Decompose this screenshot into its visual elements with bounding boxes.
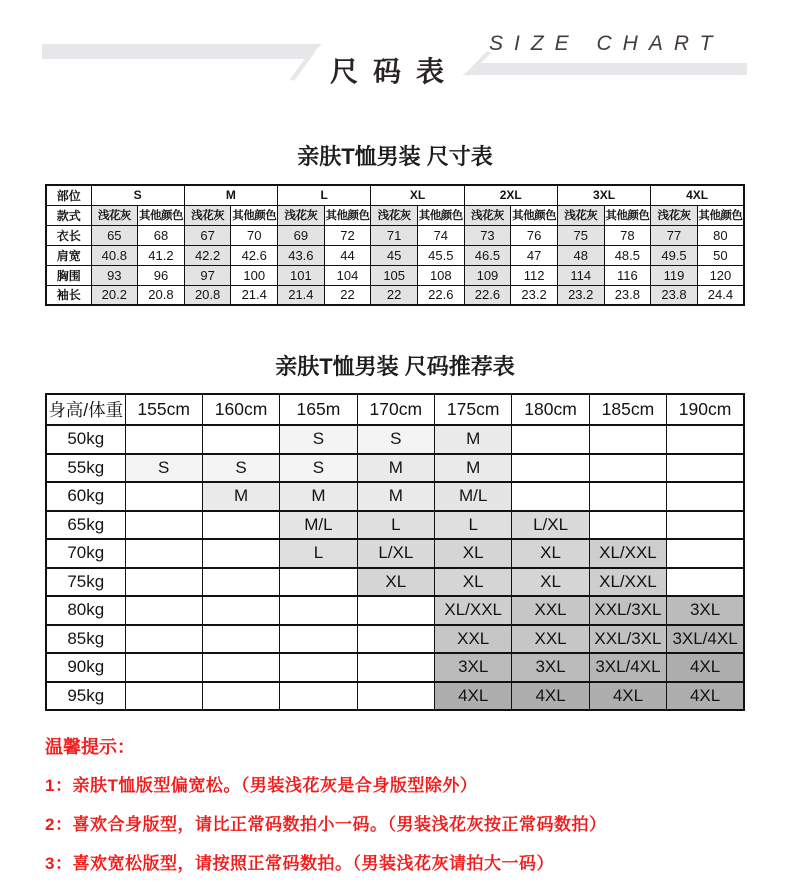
t2-cell: XL/XXL	[589, 539, 666, 568]
banner	[0, 0, 790, 104]
tips-list	[45, 771, 790, 874]
t2-weight-label: 60kg	[46, 482, 125, 511]
t2-cell: 4XL	[667, 653, 744, 682]
t2-weight-label: 50kg	[46, 425, 125, 454]
t2-cell: XXL	[435, 625, 512, 654]
t2-cell	[357, 653, 434, 682]
t1-size-header: 2XL	[464, 185, 557, 205]
t2-cell: 3XL	[512, 653, 589, 682]
t2-cell: M	[435, 454, 512, 483]
t1-cell: 71	[371, 225, 418, 245]
t1-cell: 20.8	[138, 285, 185, 305]
t2-cell	[512, 482, 589, 511]
t2-height-header: 185cm	[589, 394, 666, 425]
t1-row	[46, 285, 744, 305]
t1-cell: 21.4	[231, 285, 278, 305]
t2-weight-label: 95kg	[46, 682, 125, 711]
t2-cell	[667, 454, 744, 483]
t2-cell: M/L	[435, 482, 512, 511]
tip-item: 1：亲肤T恤版型偏宽松。（男装浅花灰是合身版型除外）	[45, 776, 478, 795]
t2-cell: 3XL	[667, 596, 744, 625]
t2-cell	[125, 425, 202, 454]
t1-cell: 22	[324, 285, 371, 305]
t2-cell	[512, 425, 589, 454]
t1-row-label: 袖长	[46, 285, 91, 305]
t1-cell: 101	[278, 265, 325, 285]
t1-variant-header: 其他颜色	[231, 205, 278, 225]
t2-row	[46, 625, 744, 654]
banner-left-swoosh	[42, 41, 332, 83]
t1-cell: 105	[371, 265, 418, 285]
t1-cell: 112	[511, 265, 558, 285]
t1-row	[46, 265, 744, 285]
t2-weight-label: 85kg	[46, 625, 125, 654]
t1-variant-header: 其他颜色	[138, 205, 185, 225]
t2-cell	[589, 425, 666, 454]
t2-cell	[357, 682, 434, 711]
t2-cell: S	[125, 454, 202, 483]
t1-size-header: S	[91, 185, 184, 205]
t2-cell: M	[280, 482, 357, 511]
t2-cell	[202, 539, 279, 568]
t2-cell: 3XL/4XL	[667, 625, 744, 654]
t2-cell: XL	[512, 568, 589, 597]
t1-cell: 104	[324, 265, 371, 285]
t2-cell	[667, 539, 744, 568]
t1-cell: 93	[91, 265, 138, 285]
t2-cell	[280, 653, 357, 682]
t2-row	[46, 482, 744, 511]
t1-cell: 22	[371, 285, 418, 305]
t2-weight-label: 90kg	[46, 653, 125, 682]
t2-row	[46, 539, 744, 568]
t2-cell: L	[435, 511, 512, 540]
t2-cell	[202, 596, 279, 625]
t1-cell: 97	[184, 265, 231, 285]
banner-title-cn: 尺码表	[330, 56, 460, 87]
t1-cell: 44	[324, 245, 371, 265]
t1-variant-header: 其他颜色	[604, 205, 651, 225]
t2-cell	[202, 653, 279, 682]
t1-cell: 23.2	[511, 285, 558, 305]
t2-cell: L/XL	[512, 511, 589, 540]
t2-cell: M	[357, 482, 434, 511]
t1-cell: 22.6	[464, 285, 511, 305]
t1-cell: 72	[324, 225, 371, 245]
t2-cell: XXL/3XL	[589, 596, 666, 625]
t1-cell: 47	[511, 245, 558, 265]
t1-cell: 22.6	[417, 285, 464, 305]
t2-cell: 4XL	[667, 682, 744, 711]
t1-cell: 48	[557, 245, 604, 265]
t2-weight-label: 75kg	[46, 568, 125, 597]
t1-cell: 114	[557, 265, 604, 285]
t2-cell: M/L	[280, 511, 357, 540]
t2-corner: 身高/体重	[46, 394, 125, 425]
banner-title-en: SIZE CHART	[489, 32, 724, 55]
t1-variant-header: 其他颜色	[697, 205, 744, 225]
t2-cell	[512, 454, 589, 483]
t2-cell	[280, 568, 357, 597]
t2-height-header: 165m	[280, 394, 357, 425]
t2-height-header: 180cm	[512, 394, 589, 425]
t1-cell: 42.2	[184, 245, 231, 265]
t2-cell	[280, 682, 357, 711]
t1-cell: 45.5	[417, 245, 464, 265]
t2-cell: XXL	[512, 596, 589, 625]
t1-variant-header: 其他颜色	[511, 205, 558, 225]
t1-row	[46, 225, 744, 245]
t2-cell	[357, 625, 434, 654]
t1-cell: 41.2	[138, 245, 185, 265]
t2-cell	[589, 482, 666, 511]
t2-cell	[125, 482, 202, 511]
t2-cell	[202, 511, 279, 540]
t1-corner-part: 部位	[46, 185, 91, 205]
t2-height-header: 155cm	[125, 394, 202, 425]
t2-cell: XL/XXL	[435, 596, 512, 625]
t2-cell	[667, 511, 744, 540]
t1-variant-header: 浅花灰	[557, 205, 604, 225]
t1-cell: 78	[604, 225, 651, 245]
t1-size-header: L	[278, 185, 371, 205]
t2-cell: S	[280, 454, 357, 483]
t2-weight-label: 65kg	[46, 511, 125, 540]
t2-weight-label: 70kg	[46, 539, 125, 568]
t2-cell	[125, 682, 202, 711]
t2-cell	[357, 596, 434, 625]
t1-cell: 23.8	[604, 285, 651, 305]
t2-cell: 4XL	[512, 682, 589, 711]
t1-cell: 73	[464, 225, 511, 245]
t1-variant-header: 其他颜色	[417, 205, 464, 225]
t2-height-header: 175cm	[435, 394, 512, 425]
t1-cell: 120	[697, 265, 744, 285]
t2-cell: S	[280, 425, 357, 454]
t1-cell: 76	[511, 225, 558, 245]
size-table	[45, 184, 745, 306]
t2-height-header: 170cm	[357, 394, 434, 425]
t2-cell: S	[202, 454, 279, 483]
t2-cell	[202, 568, 279, 597]
t1-cell: 23.8	[651, 285, 698, 305]
t1-cell: 80	[697, 225, 744, 245]
t2-cell: XL	[512, 539, 589, 568]
t1-cell: 23.2	[557, 285, 604, 305]
t2-row	[46, 425, 744, 454]
t1-cell: 109	[464, 265, 511, 285]
t1-cell: 77	[651, 225, 698, 245]
t2-height-header: 160cm	[202, 394, 279, 425]
t2-cell: XL/XXL	[589, 568, 666, 597]
t1-cell: 46.5	[464, 245, 511, 265]
t1-cell: 74	[417, 225, 464, 245]
t2-cell	[125, 596, 202, 625]
t1-cell: 68	[138, 225, 185, 245]
t1-cell: 40.8	[91, 245, 138, 265]
t2-cell	[125, 625, 202, 654]
t2-cell: S	[357, 425, 434, 454]
t1-variant-header: 浅花灰	[278, 205, 325, 225]
t1-variant-header: 浅花灰	[184, 205, 231, 225]
t2-cell	[667, 482, 744, 511]
t2-row	[46, 596, 744, 625]
t2-cell	[589, 511, 666, 540]
t2-row	[46, 454, 744, 483]
t1-cell: 50	[697, 245, 744, 265]
t1-row-label: 胸围	[46, 265, 91, 285]
t2-row	[46, 568, 744, 597]
t2-cell: XL	[435, 568, 512, 597]
t2-height-header: 190cm	[667, 394, 744, 425]
t1-variant-header: 浅花灰	[651, 205, 698, 225]
t1-cell: 42.6	[231, 245, 278, 265]
t1-cell: 70	[231, 225, 278, 245]
t1-cell: 100	[231, 265, 278, 285]
t2-cell: L/XL	[357, 539, 434, 568]
t1-row-label: 肩宽	[46, 245, 91, 265]
t2-cell	[667, 568, 744, 597]
t1-cell: 108	[417, 265, 464, 285]
t2-cell	[202, 625, 279, 654]
tips-heading: 温馨提示：	[45, 737, 135, 757]
t2-cell	[667, 425, 744, 454]
t2-cell	[589, 454, 666, 483]
t2-cell	[125, 539, 202, 568]
t2-cell: XL	[435, 539, 512, 568]
t1-cell: 67	[184, 225, 231, 245]
t2-cell: 3XL/4XL	[589, 653, 666, 682]
tips-section	[45, 733, 790, 874]
t2-cell	[280, 625, 357, 654]
t2-cell: 3XL	[435, 653, 512, 682]
t1-row	[46, 245, 744, 265]
t1-cell: 119	[651, 265, 698, 285]
t1-cell: 45	[371, 245, 418, 265]
t1-cell: 69	[278, 225, 325, 245]
t2-cell: M	[435, 425, 512, 454]
t2-cell	[125, 568, 202, 597]
t2-row	[46, 511, 744, 540]
t2-weight-label: 80kg	[46, 596, 125, 625]
tip-item: 3：喜欢宽松版型，请按照正常码数拍。（男装浅花灰请拍大一码）	[45, 854, 554, 873]
t1-cell: 20.8	[184, 285, 231, 305]
t2-cell: XL	[357, 568, 434, 597]
t1-variant-header: 浅花灰	[371, 205, 418, 225]
t1-cell: 65	[91, 225, 138, 245]
t1-cell: 49.5	[651, 245, 698, 265]
t2-cell: L	[357, 511, 434, 540]
t2-cell: L	[280, 539, 357, 568]
t1-corner-style: 款式	[46, 205, 91, 225]
t1-row-label: 衣长	[46, 225, 91, 245]
t2-cell: XXL/3XL	[589, 625, 666, 654]
t1-cell: 48.5	[604, 245, 651, 265]
t1-cell: 116	[604, 265, 651, 285]
t2-cell	[280, 596, 357, 625]
t2-row	[46, 682, 744, 711]
t1-cell: 96	[138, 265, 185, 285]
t1-cell: 20.2	[91, 285, 138, 305]
t2-cell: M	[357, 454, 434, 483]
t2-cell: M	[202, 482, 279, 511]
t2-weight-label: 55kg	[46, 454, 125, 483]
t2-cell: XXL	[512, 625, 589, 654]
recommend-table	[45, 393, 745, 711]
tip-item: 2：喜欢合身版型，请比正常码数拍小一码。（男装浅花灰按正常码数拍）	[45, 815, 607, 834]
t1-size-header: XL	[371, 185, 464, 205]
t1-cell: 43.6	[278, 245, 325, 265]
t1-size-header: M	[184, 185, 277, 205]
t1-cell: 75	[557, 225, 604, 245]
t2-cell: 4XL	[435, 682, 512, 711]
t1-variant-header: 其他颜色	[324, 205, 371, 225]
t2-row	[46, 653, 744, 682]
t1-variant-header: 浅花灰	[464, 205, 511, 225]
t1-cell: 21.4	[278, 285, 325, 305]
t1-size-header: 3XL	[557, 185, 650, 205]
t1-variant-header: 浅花灰	[91, 205, 138, 225]
t2-cell	[202, 682, 279, 711]
size-table-title: 亲肤T恤男装 尺寸表	[297, 144, 493, 169]
t1-size-header: 4XL	[651, 185, 744, 205]
t2-cell	[125, 511, 202, 540]
t1-cell: 24.4	[697, 285, 744, 305]
t2-cell: 4XL	[589, 682, 666, 711]
t2-cell	[202, 425, 279, 454]
recommend-table-title: 亲肤T恤男装 尺码推荐表	[275, 354, 515, 379]
t2-cell	[125, 653, 202, 682]
